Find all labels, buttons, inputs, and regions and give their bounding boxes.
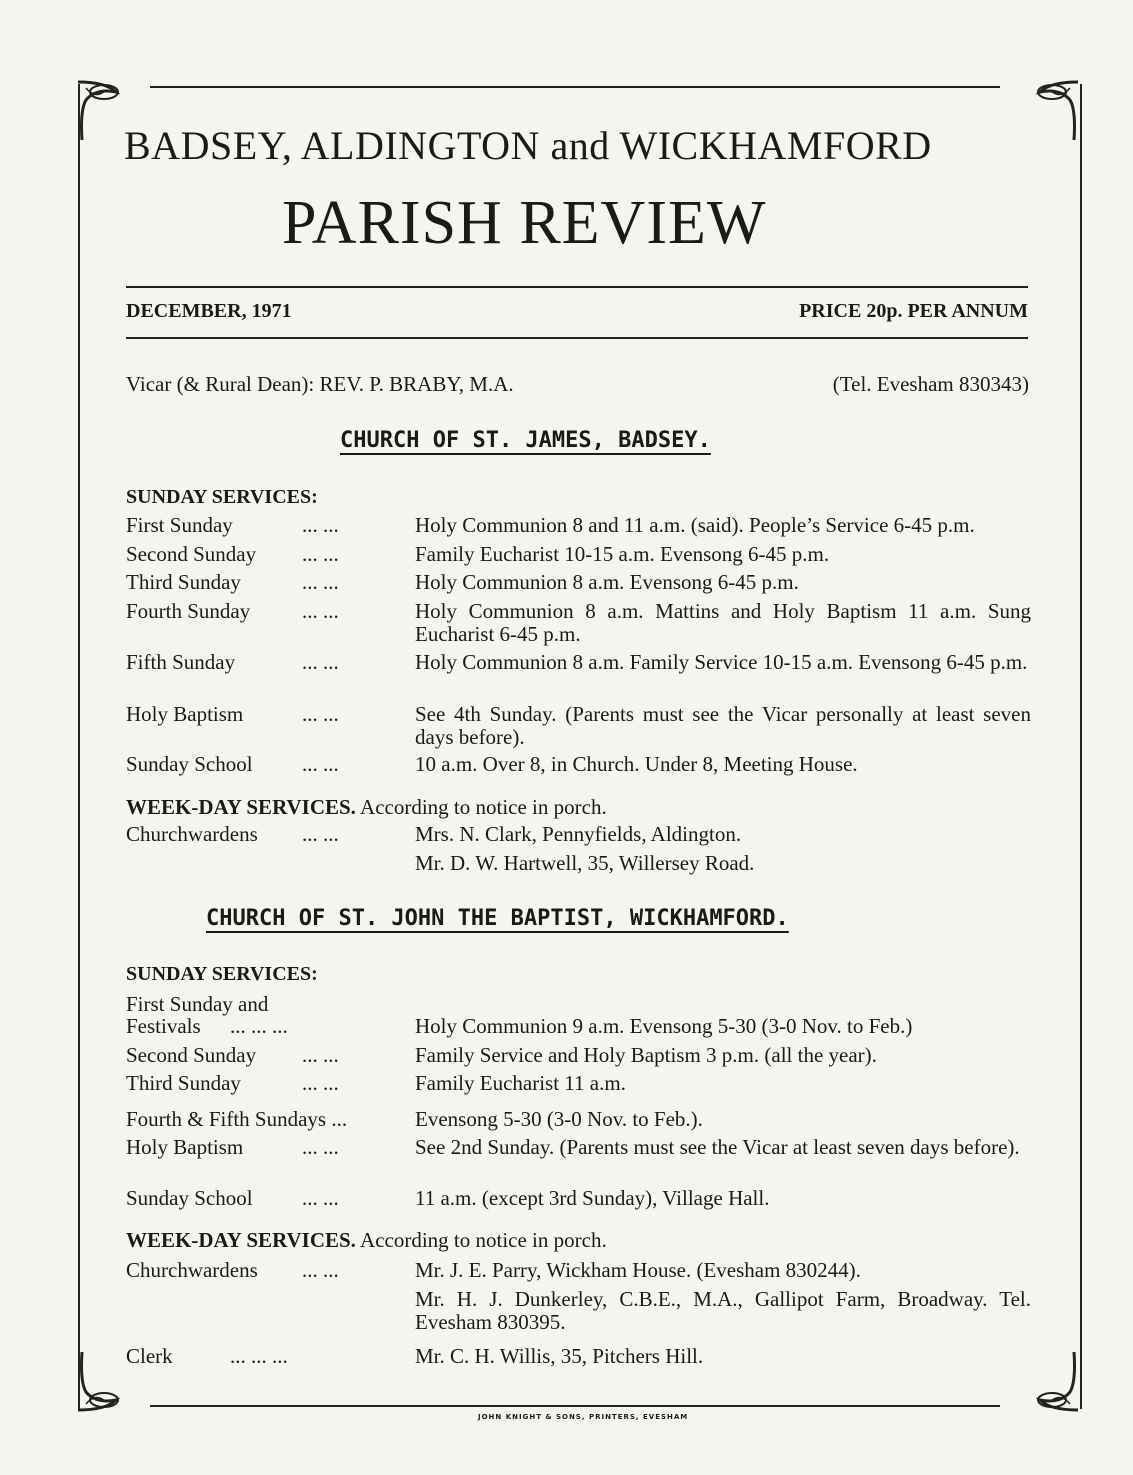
vicar-line: Vicar (& Rural Dean): REV. P. BRABY, M.A. [126, 372, 514, 396]
weekday-services: WEEK-DAY SERVICES. According to notice in porch. [126, 1228, 607, 1252]
price: PRICE 20p. PER ANNUM [799, 300, 1028, 322]
weekday-services: WEEK-DAY SERVICES. According to notice in porch. [126, 795, 607, 819]
section-heading-wickhamford: CHURCH OF ST. JOHN THE BAPTIST, WICKHAMFORD. [206, 906, 789, 931]
divider [126, 337, 1028, 339]
divider [126, 286, 1028, 288]
printer-credit: JOHN KNIGHT & SONS, PRINTERS, EVESHAM [478, 1413, 689, 1421]
page-title: PARISH REVIEW [282, 189, 767, 257]
corner-ornament-icon [1010, 80, 1080, 150]
bottom-border-line [150, 1405, 1000, 1407]
sunday-services-heading: SUNDAY SERVICES: [126, 963, 318, 985]
sunday-services-heading: SUNDAY SERVICES: [126, 486, 318, 508]
first-sunday-label: First Sunday and [126, 992, 269, 1016]
title-line-1: BADSEY, ALDINGTON and WICKHAMFORD [124, 123, 932, 168]
section-heading-badsey: CHURCH OF ST. JAMES, BADSEY. [340, 428, 711, 453]
vicar-tel: (Tel. Evesham 830343) [832, 372, 1029, 396]
top-border-line [150, 86, 1000, 88]
issue-date: DECEMBER, 1971 [126, 300, 292, 322]
